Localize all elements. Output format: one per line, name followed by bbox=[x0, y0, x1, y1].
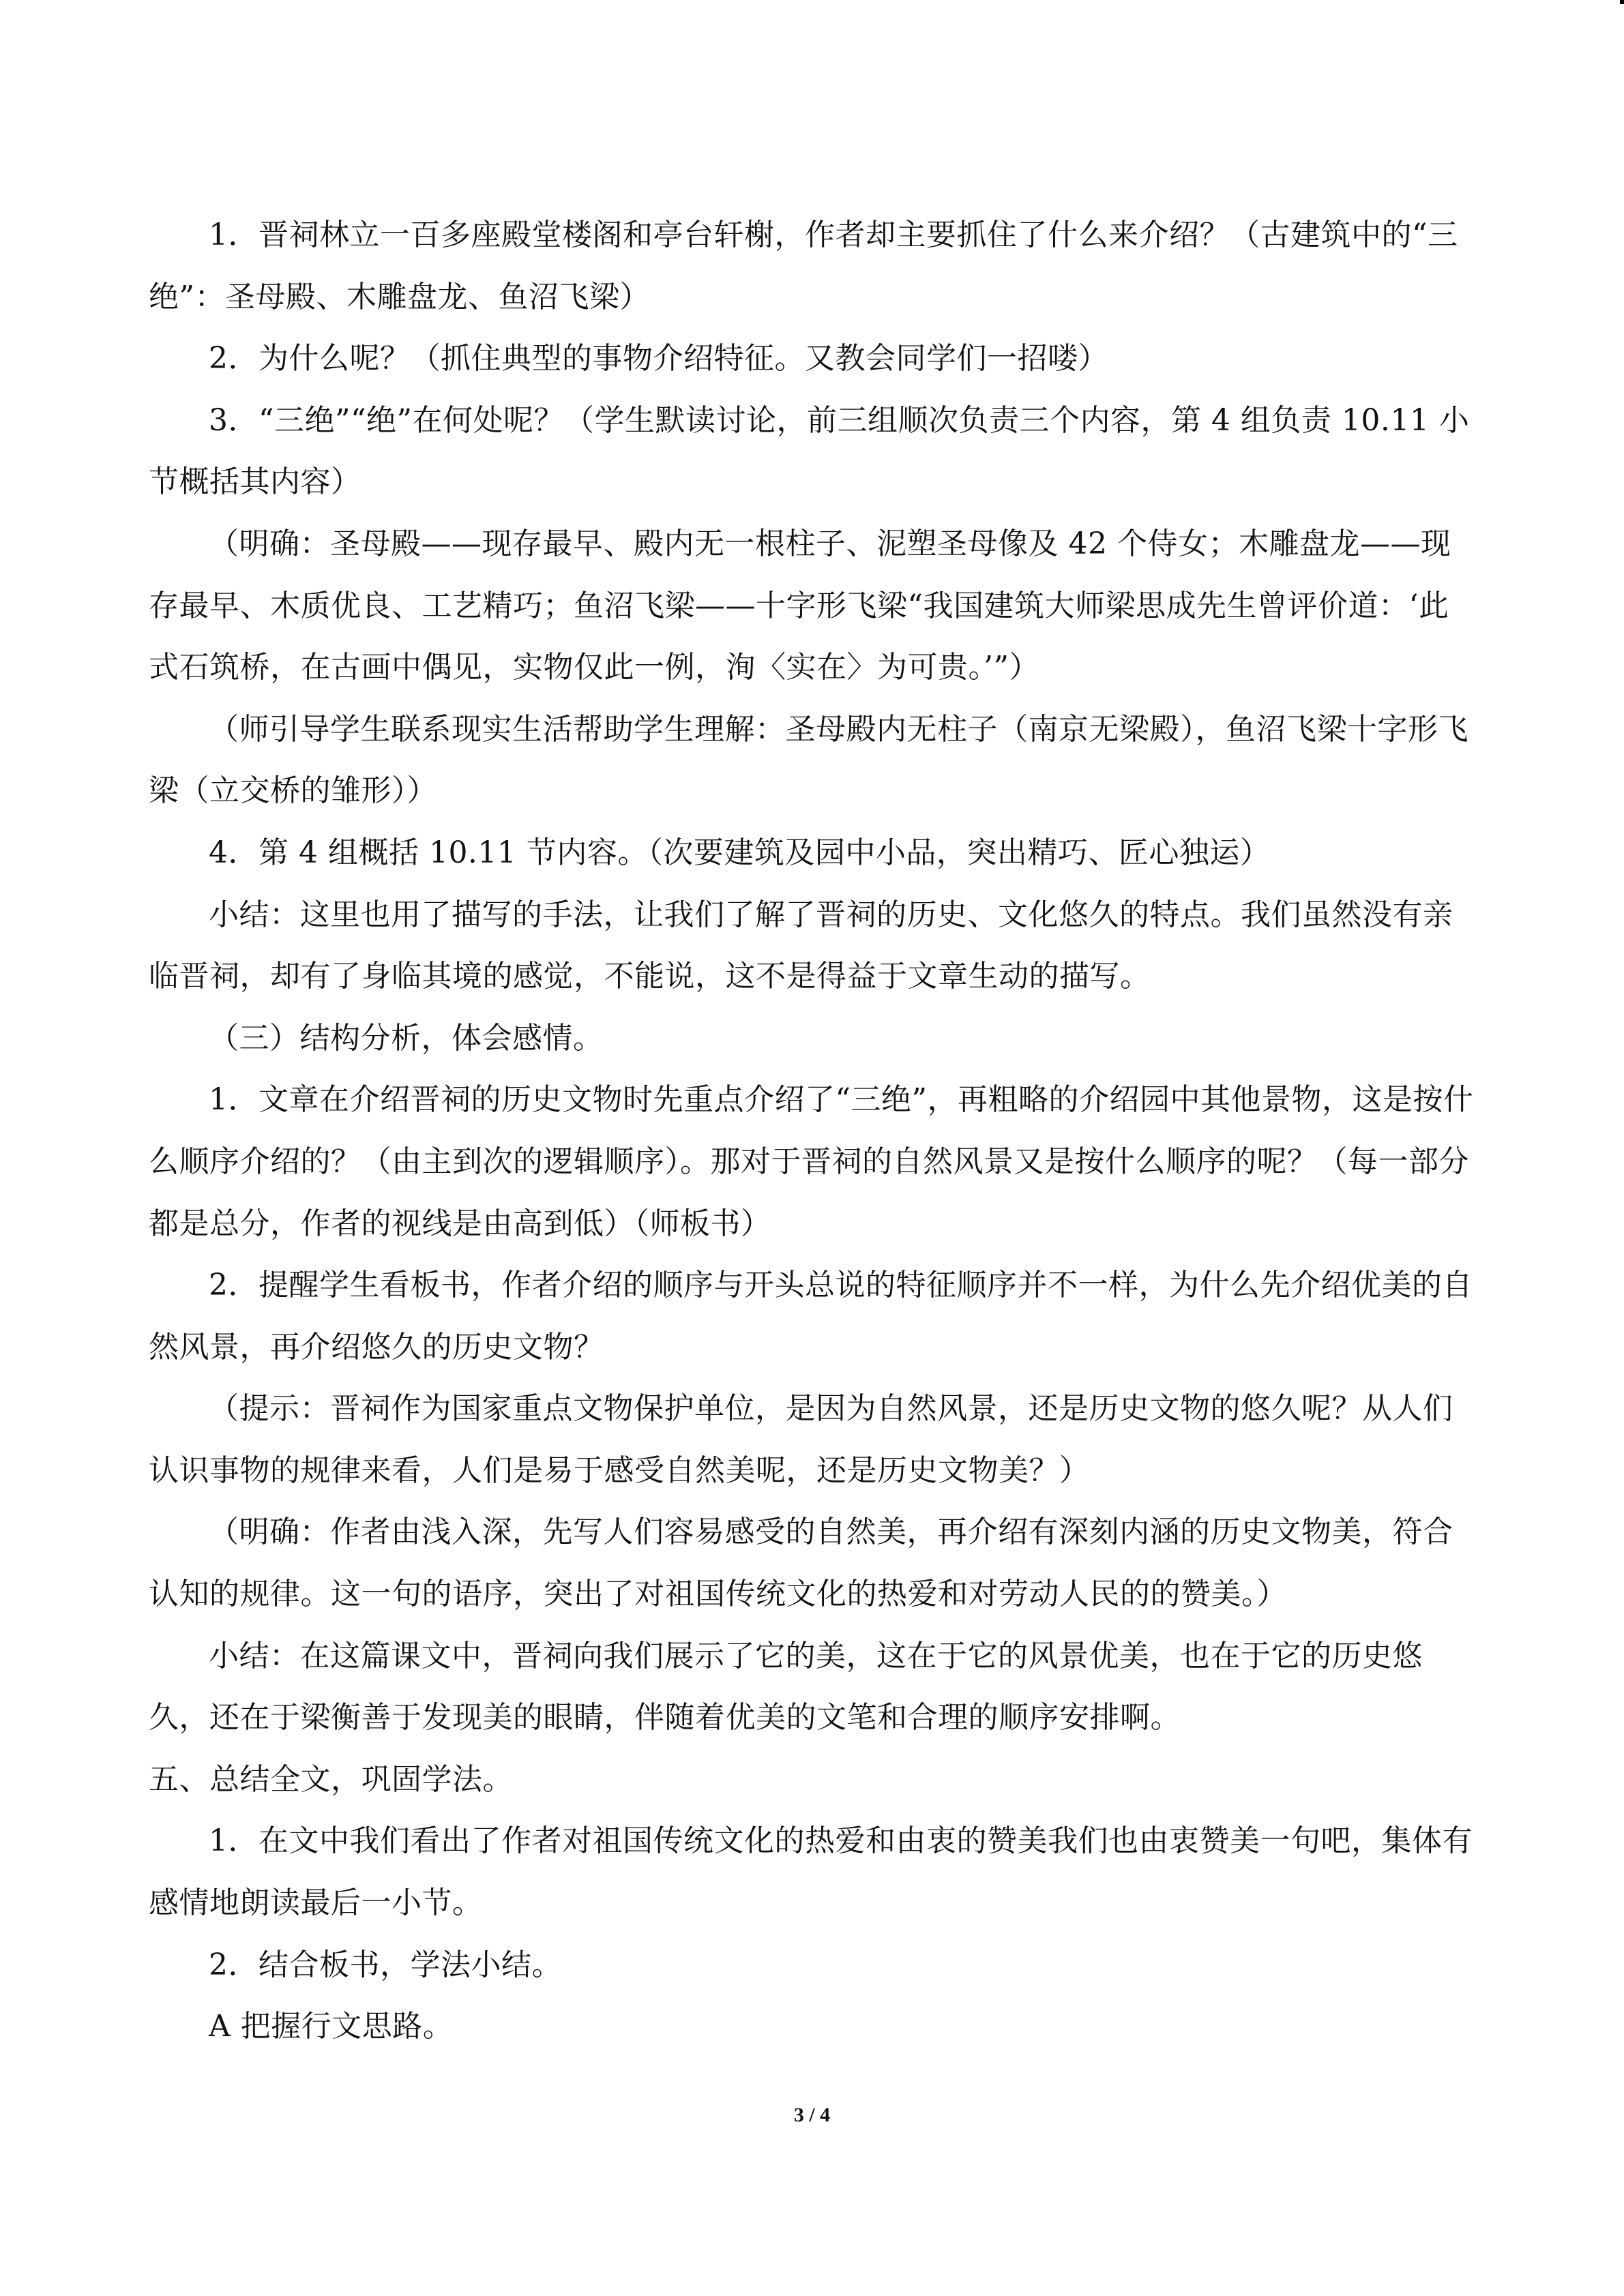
paragraph: 2．为什么呢？（抓住典型的事物介绍特征。又教会同学们一招喽） bbox=[209, 341, 1108, 376]
paragraph: （提示：晋祠作为国家重点文物保护单位，是因为自然风景，还是历史文物的悠久呢？从人们认识事物的规律来看，人们是易于感受自然美呢，还是历史文物美？） bbox=[149, 1391, 1453, 1488]
paragraph: A 把握行文思路。 bbox=[209, 2009, 454, 2044]
paragraph: 2．提醒学生看板书，作者介绍的顺序与开头总说的特征顺序并不一样，为什么先介绍优美的自然风景，再介绍悠久的历史文物？ bbox=[149, 1268, 1473, 1365]
paragraph: 1．在文中我们看出了作者对祖国传统文化的热爱和由衷的赞美我们也由衷赞美一句吧，集体有感情地朗读最后一小节。 bbox=[149, 1823, 1473, 1921]
section-heading: （三）结构分析，体会感情。 bbox=[209, 1020, 604, 1056]
paragraph: 3．“三绝”“绝”在何处呢？（学生默读讨论，前三组顺次负责三个内容，第 4 组负责 10.11 小节概括其内容） bbox=[149, 402, 1470, 500]
paragraph: 4．第 4 组概括 10.11 节内容。（次要建筑及园中小品，突出精巧、匠心独运） bbox=[209, 835, 1271, 870]
corner-mark bbox=[1620, 0, 1624, 4]
paragraph: 1．文章在介绍晋祠的历史文物时先重点介绍了“三绝”，再粗略的介绍园中其他景物，这是按什么顺序介绍的？（由主到次的逻辑顺序）。那对于晋祠的自然风景又是按什么顺序的呢？（每一部分都是总分，作者的视线是由高到低）（师板书） bbox=[149, 1082, 1474, 1241]
paragraph: 1．晋祠林立一百多座殿堂楼阁和亭台轩榭，作者却主要抓住了什么来介绍？（古建筑中的“三绝”：圣母殿、木雕盘龙、鱼沼飞梁） bbox=[149, 218, 1458, 314]
paragraph: （明确：作者由浅入深，先写人们容易感受的自然美，再介绍有深刻内涵的历史文物美，符合认知的规律。这一句的语序，突出了对祖国传统文化的热爱和对劳动人民的的赞美。） bbox=[149, 1515, 1453, 1612]
document-body bbox=[149, 205, 1475, 2058]
summary-paragraph: 小结：在这篇课文中，晋祠向我们展示了它的美，这在于它的风景优美，也在于它的历史悠久，还在于梁衡善于发现美的眼睛，伴随着优美的文笔和合理的顺序安排啊。 bbox=[149, 1638, 1423, 1735]
page-number: 3 / 4 bbox=[793, 2104, 831, 2126]
paragraph: （明确：圣母殿——现存最早、殿内无一根柱子、泥塑圣母像及 42 个侍女；木雕盘龙——现存最早、木质优良、工艺精巧；鱼沼飞梁——十字形飞梁“我国建筑大师梁思成先生曾评价道：‘此式石筑桥，在古画中偶见，实物仅此一例，洵〈实在〉为可贵。’”） bbox=[149, 526, 1451, 685]
paragraph: 2．结合板书，学法小结。 bbox=[209, 1947, 562, 1982]
summary-paragraph: 小结：这里也用了描写的手法，让我们了解了晋祠的历史、文化悠久的特点。我们虽然没有亲临晋祠，却有了身临其境的感觉，不能说，这不是得益于文章生动的描写。 bbox=[149, 897, 1453, 994]
paragraph: （师引导学生联系现实生活帮助学生理解：圣母殿内无柱子（南京无梁殿），鱼沼飞梁十字形飞梁（立交桥的雏形）） bbox=[149, 711, 1468, 809]
section-heading: 五、总结全文，巩固学法。 bbox=[149, 1761, 513, 1797]
